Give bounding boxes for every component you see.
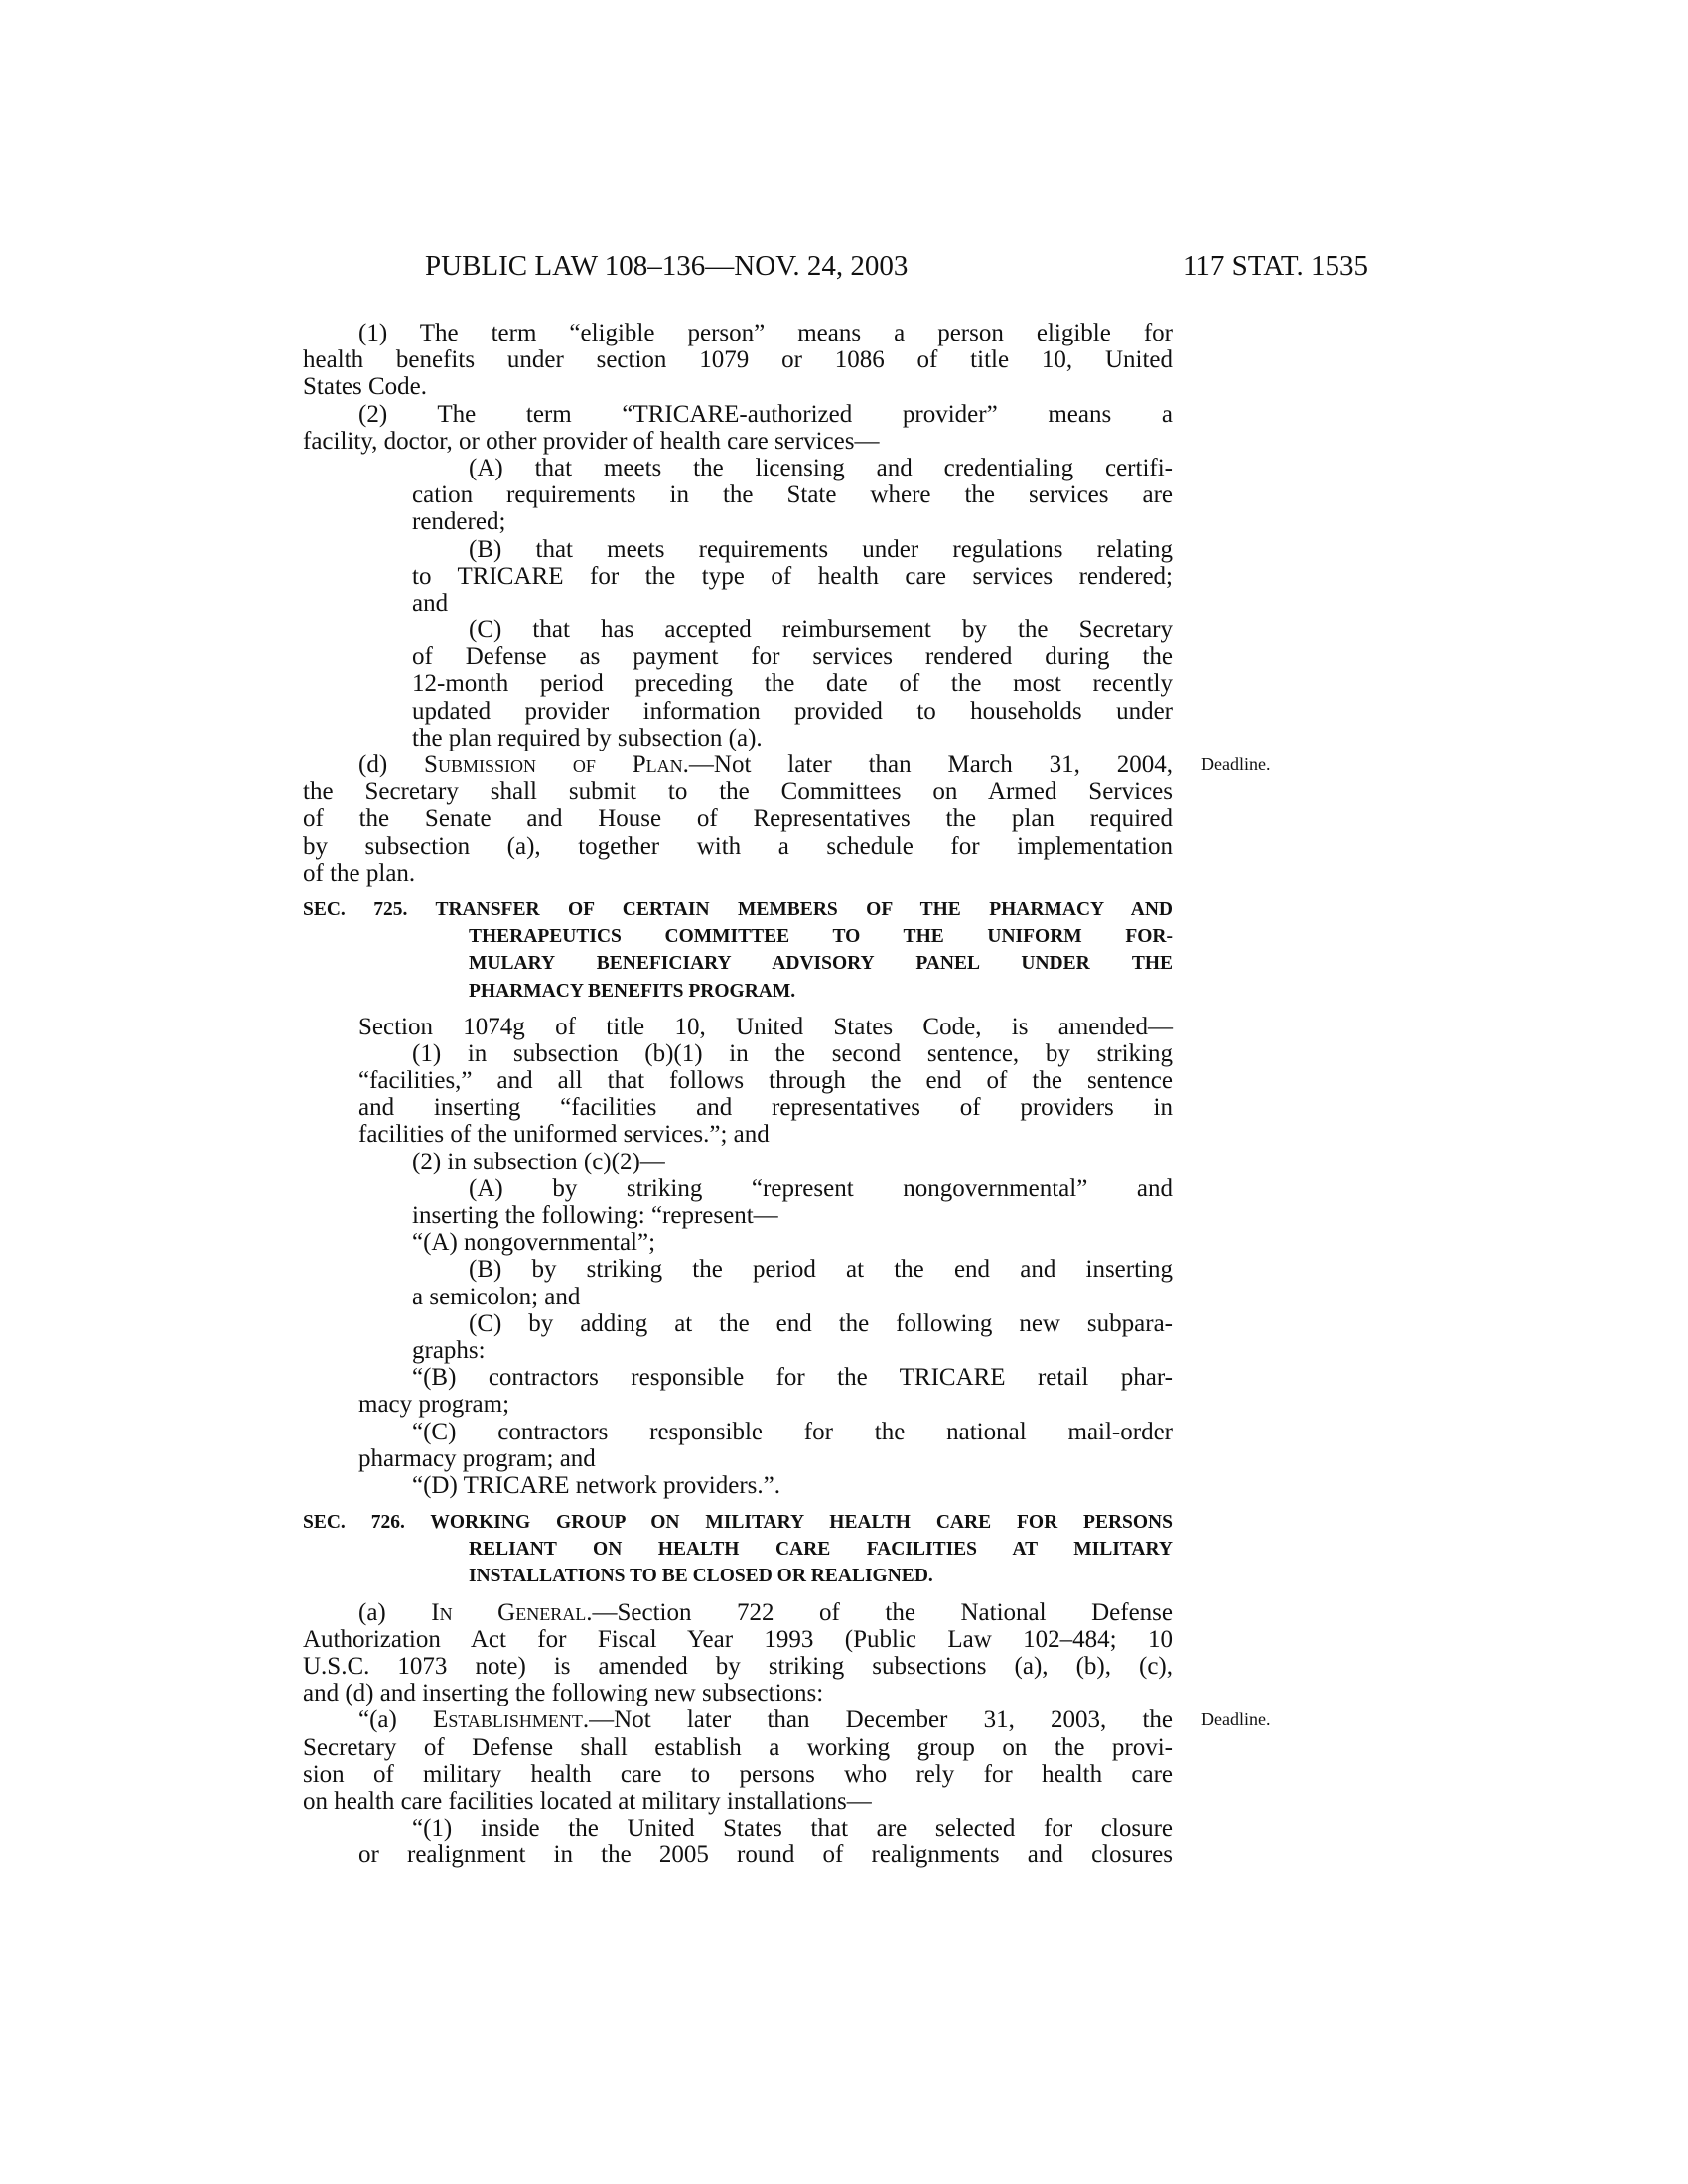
section-heading-line	[469, 1536, 1173, 1563]
text-line	[303, 1788, 1173, 1815]
section-heading-line	[303, 1509, 1173, 1536]
text-run: on health care facilities located at military installations—	[303, 1787, 872, 1815]
text-run: INSTALLATIONS TO BE CLOSED OR REALIGNED.	[469, 1566, 933, 1587]
text-run: .—Not later than March 31, 2004,	[682, 751, 1174, 778]
text-run: facilities of the uniformed services.”; and	[358, 1121, 770, 1149]
text-line	[358, 1599, 1173, 1626]
subsection-title: Submission of Plan	[424, 751, 683, 778]
text-run: (A) by striking “represent nongovernmental” and	[469, 1174, 1173, 1202]
text-run: the plan required by subsection (a).	[412, 724, 763, 751]
text-line	[303, 778, 1173, 805]
text-run: Section 1074g of title 10, United States Code, is amended—	[358, 1013, 1173, 1040]
text-run: “(a)	[358, 1706, 434, 1734]
text-line	[412, 698, 1173, 725]
text-line	[303, 373, 1173, 400]
text-line	[412, 1364, 1173, 1391]
text-run: (C) that has accepted reimbursement by the Secretary	[469, 616, 1173, 644]
text-line	[412, 670, 1173, 697]
text-run: facility, doctor, or other provider of health care services—	[303, 427, 880, 455]
section-heading-line	[469, 950, 1173, 977]
text-line	[412, 1229, 1173, 1256]
text-run: of the Senate and House of Representatives the plan required	[303, 805, 1173, 833]
text-run: by subsection (a), together with a schedule for implementation	[303, 832, 1173, 860]
section-heading-line	[469, 923, 1173, 950]
text-run: U.S.C. 1073 note) is amended by striking subsections (a), (b), (c),	[303, 1653, 1173, 1680]
text-line	[303, 428, 1173, 455]
text-line	[469, 536, 1173, 563]
text-run: (a)	[358, 1598, 432, 1626]
text-run: (2) in subsection (c)(2)—	[412, 1148, 665, 1175]
running-header-title: PUBLIC LAW 108–136—NOV. 24, 2003	[425, 250, 909, 282]
text-line	[358, 320, 1173, 346]
text-line	[303, 1680, 1173, 1706]
text-run: (2) The term “TRICARE-authorized provider” means a	[358, 400, 1173, 428]
text-run: (C) by adding at the end the following new subpara-	[469, 1309, 1173, 1337]
text-line	[303, 346, 1173, 373]
text-run: the Secretary shall submit to the Committees on Armed Services	[303, 778, 1173, 806]
text-line	[358, 401, 1173, 428]
text-run: .—Section 722 of the National Defense	[586, 1598, 1174, 1626]
text-line	[412, 481, 1173, 508]
text-run: PHARMACY BENEFITS PROGRAM.	[469, 980, 796, 1002]
text-run: macy program;	[358, 1391, 510, 1419]
text-line	[303, 1761, 1173, 1788]
text-line	[469, 616, 1173, 643]
section-heading-line	[469, 978, 1173, 1005]
text-line	[358, 751, 1271, 778]
text-run: (B) by striking the period at the end and inserting	[469, 1256, 1173, 1284]
text-run: of the plan.	[303, 859, 416, 887]
text-run: “facilities,” and all that follows through the end of the sentence	[358, 1067, 1173, 1095]
text-line	[303, 1626, 1173, 1653]
text-run: MULARY BENEFICIARY ADVISORY PANEL UNDER THE	[469, 953, 1173, 975]
text-run: or realignment in the 2005 round of realignments and closures	[358, 1842, 1173, 1869]
text-line	[412, 590, 1173, 616]
text-run: to TRICARE for the type of health care services rendered;	[412, 562, 1173, 590]
text-line	[358, 1094, 1173, 1121]
text-line	[412, 508, 1173, 535]
text-line	[412, 1337, 1173, 1364]
text-line	[412, 563, 1173, 590]
text-run: THERAPEUTICS COMMITTEE TO THE UNIFORM FOR-	[469, 926, 1173, 948]
text-run: updated provider information provided to households under	[412, 697, 1173, 725]
margin-note: Deadline.	[1201, 754, 1271, 774]
text-run: “(1) inside the United States that are selected for closure	[412, 1815, 1173, 1843]
text-run: rendered;	[412, 508, 506, 536]
text-run: RELIANT ON HEALTH CARE FACILITIES AT MILITARY	[469, 1539, 1173, 1561]
text-line	[303, 805, 1173, 832]
text-line	[303, 833, 1173, 860]
page-number: 117 STAT. 1535	[1183, 250, 1368, 282]
text-run: “(B) contractors responsible for the TRICARE retail phar-	[412, 1364, 1173, 1392]
text-run: SEC. 726. WORKING GROUP ON MILITARY HEALTH CARE FOR PERSONS	[303, 1512, 1173, 1534]
text-run: (d)	[358, 751, 425, 778]
text-run: 12-month period preceding the date of the most recently	[412, 670, 1173, 698]
text-run: of Defense as payment for services rendered during the	[412, 643, 1173, 671]
text-line	[469, 455, 1173, 481]
text-run: SEC. 725. TRANSFER OF CERTAIN MEMBERS OF THE PHARMACY AND	[303, 898, 1173, 920]
text-line	[358, 1121, 1173, 1148]
text-line	[469, 1175, 1173, 1202]
text-line	[358, 1067, 1173, 1094]
text-run: and	[412, 589, 449, 616]
text-line	[412, 1040, 1173, 1067]
text-line	[412, 643, 1173, 670]
text-line	[412, 725, 1173, 751]
text-run: pharmacy program; and	[358, 1444, 596, 1472]
text-run: .—Not later than December 31, 2003, the	[582, 1706, 1174, 1734]
text-run: cation requirements in the State where the services are	[412, 481, 1173, 509]
text-run: inserting the following: “represent—	[412, 1202, 778, 1229]
text-line	[412, 1419, 1173, 1445]
text-line	[358, 1706, 1271, 1734]
text-run: “(C) contractors responsible for the national mail-order	[412, 1418, 1173, 1445]
text-run: Secretary of Defense shall establish a working group on the provi-	[303, 1733, 1173, 1761]
text-line	[412, 1815, 1173, 1842]
margin-note: Deadline.	[1201, 1709, 1271, 1730]
text-run: sion of military health care to persons who rely for health care	[303, 1760, 1173, 1788]
section-heading-line	[303, 896, 1173, 923]
section-heading-line	[469, 1563, 1173, 1589]
subsection-title: Establishment	[433, 1706, 583, 1734]
text-line	[469, 1256, 1173, 1283]
text-run: Authorization Act for Fiscal Year 1993 (Public Law 102–484; 10	[303, 1625, 1173, 1653]
text-run: (1) The term “eligible person” means a person eligible for	[358, 320, 1173, 346]
text-run: “(D) TRICARE network providers.”.	[412, 1471, 780, 1499]
text-run: health benefits under section 1079 or 1086 of title 10, United	[303, 346, 1173, 374]
text-line	[412, 1202, 1173, 1229]
text-line	[412, 1149, 1173, 1175]
text-run: States Code.	[303, 373, 427, 401]
text-run: (A) that meets the licensing and credentialing certifi-	[469, 454, 1173, 481]
text-line	[412, 1284, 1173, 1310]
text-run: and (d) and inserting the following new subsections:	[303, 1680, 824, 1707]
text-run: graphs:	[412, 1336, 486, 1364]
text-line	[412, 1472, 1173, 1499]
document-body	[303, 320, 1271, 1869]
text-line	[358, 1842, 1173, 1868]
text-run: “(A) nongovernmental”;	[412, 1229, 656, 1257]
text-run: (1) in subsection (b)(1) in the second sentence, by striking	[412, 1039, 1173, 1067]
text-line	[358, 1391, 1173, 1418]
text-run: a semicolon; and	[412, 1283, 581, 1310]
text-run: and inserting “facilities and representatives of providers in	[358, 1094, 1173, 1122]
subsection-title: In General	[431, 1598, 587, 1626]
text-line	[358, 1445, 1173, 1472]
text-run: (B) that meets requirements under regulations relating	[469, 535, 1173, 563]
text-line	[358, 1014, 1173, 1040]
text-line	[303, 1653, 1173, 1680]
text-line	[303, 860, 1173, 887]
text-line	[303, 1734, 1173, 1761]
text-line	[469, 1310, 1173, 1337]
